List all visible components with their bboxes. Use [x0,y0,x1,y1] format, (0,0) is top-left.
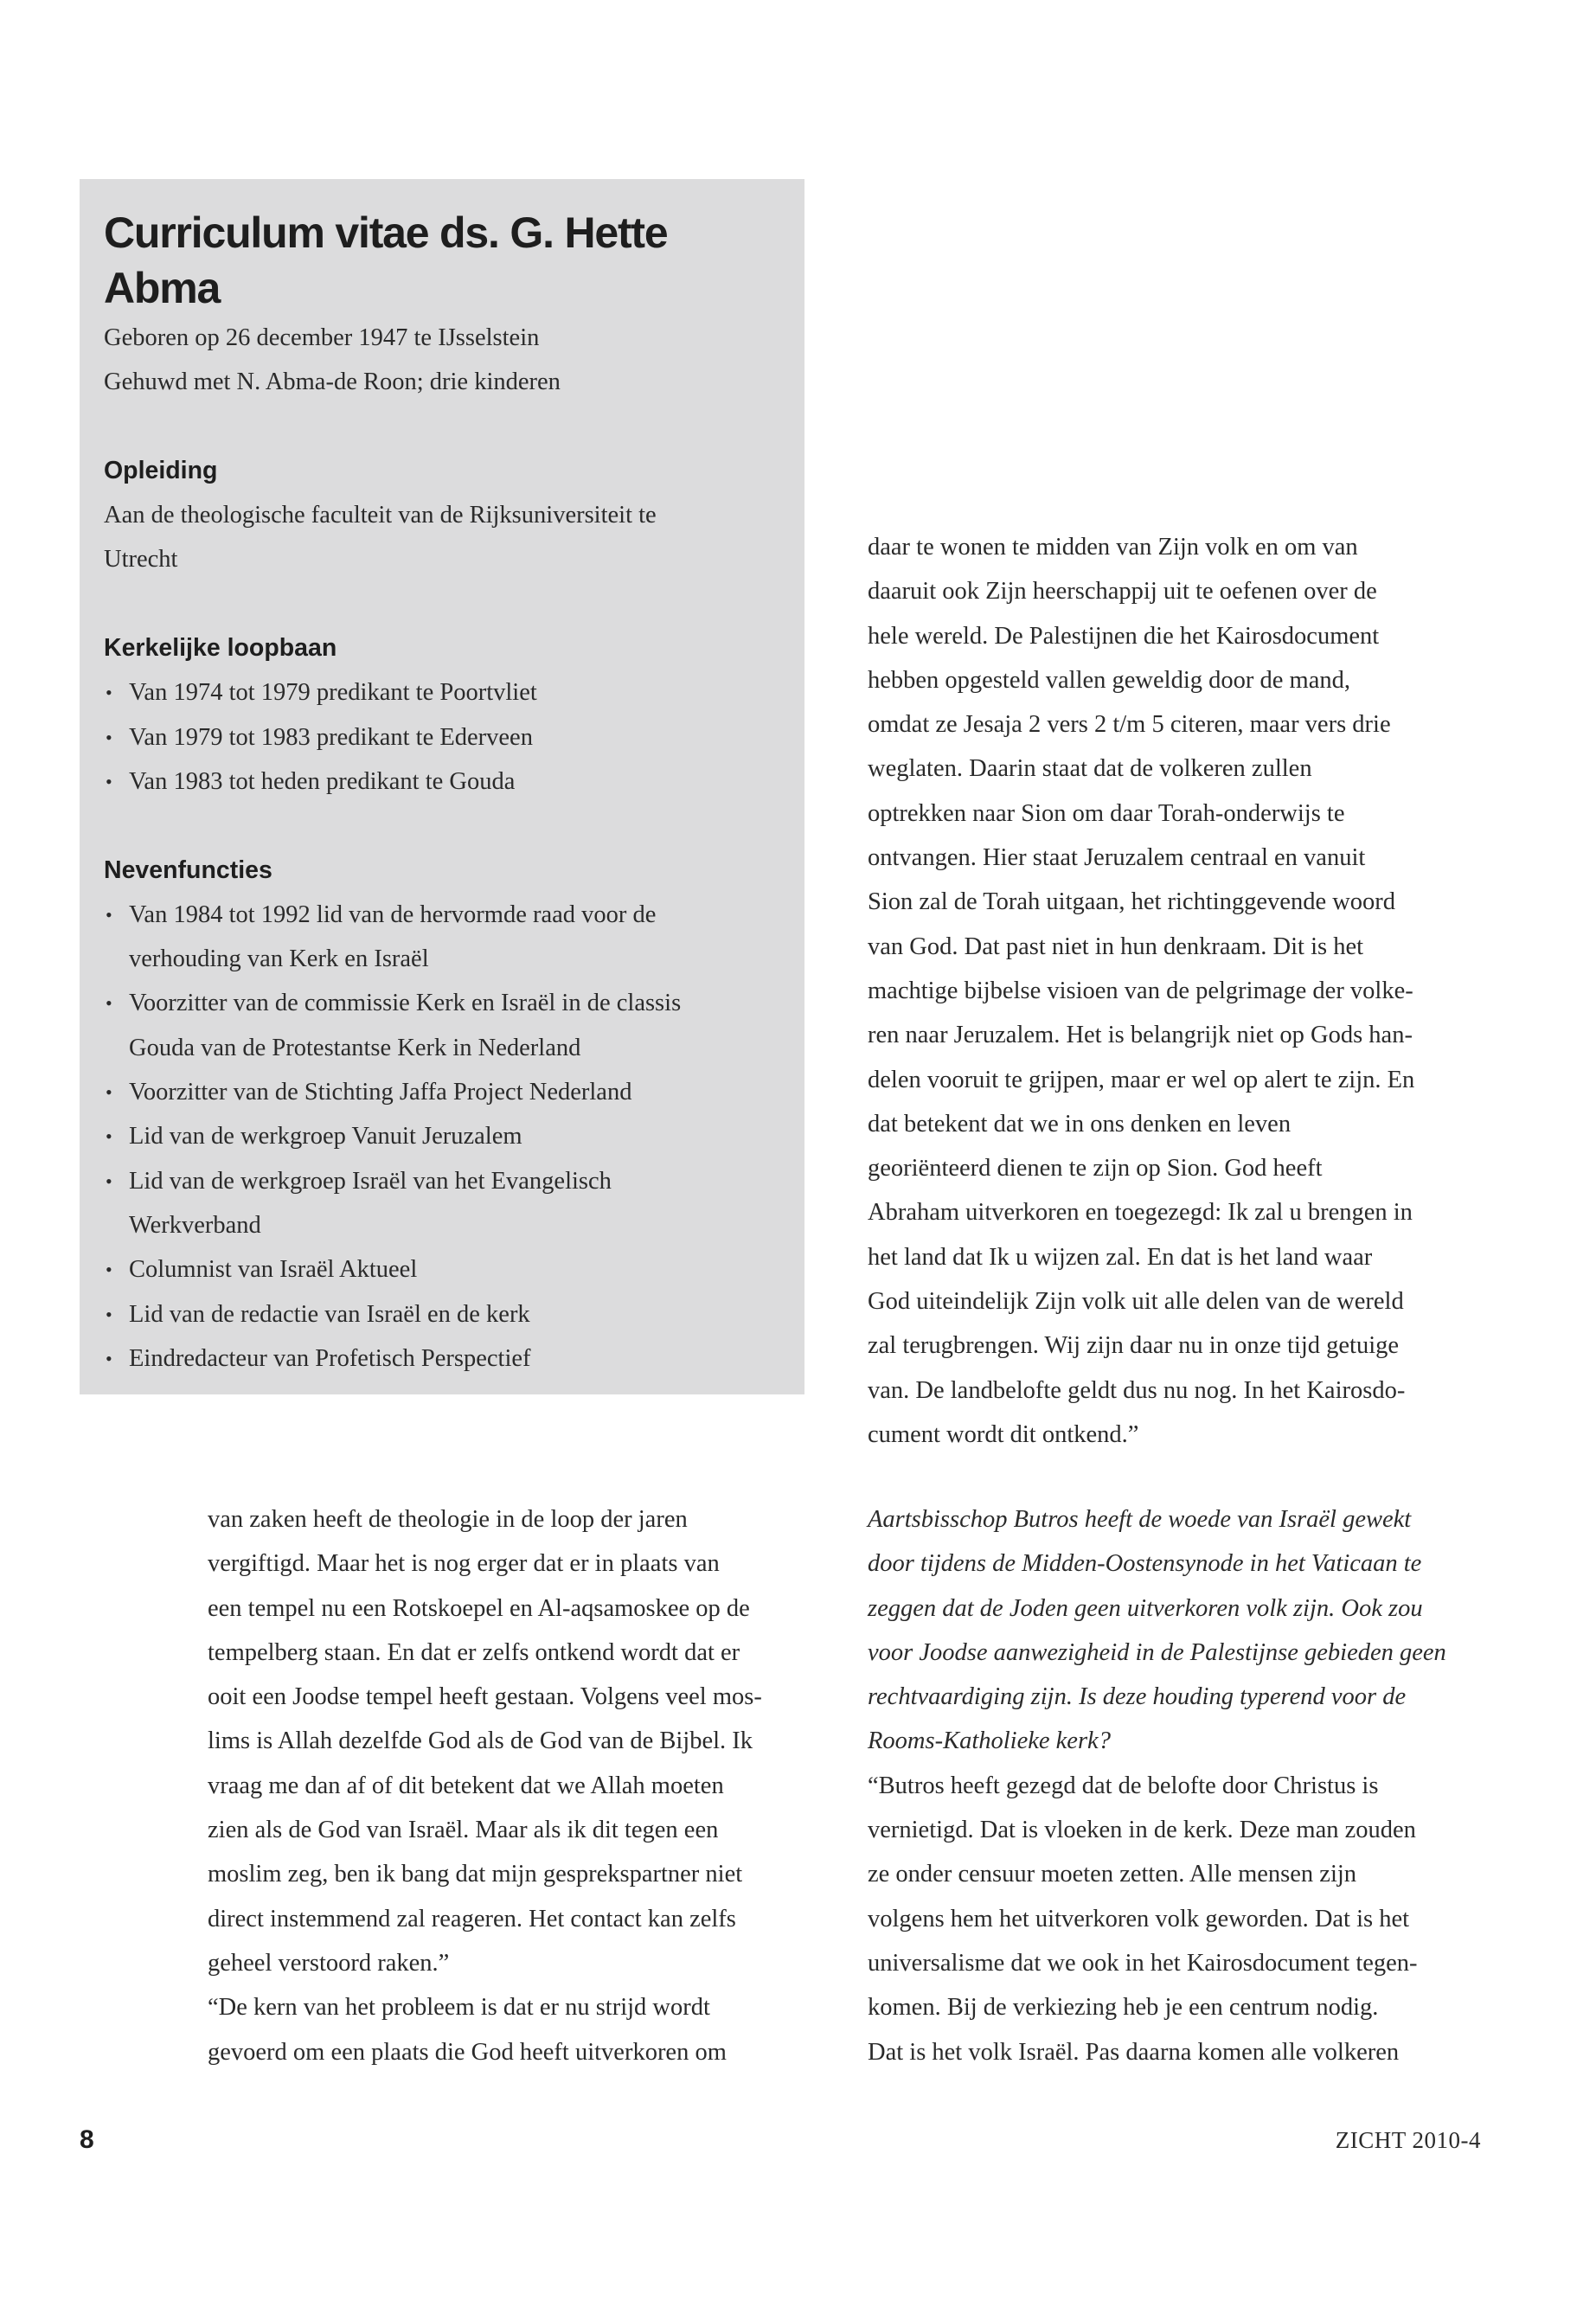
text-line: Dat is het volk Israël. Pas daarna komen alle volkeren [868,2038,1400,2066]
cv-married: Gehuwd met N. Abma-de Roon; drie kinderen [104,369,561,396]
list-item: • Voorzitter van de Stichting Jaffa Project Nederland [104,1070,780,1114]
text-line: daaruit ook Zijn heerschappij uit te oefenen over de [868,578,1377,606]
cv-title: Curriculum vitae ds. G. Hette Abma [104,208,668,312]
bullet-icon: • [106,770,112,792]
bullet-icon: • [106,682,112,704]
text-line: van God. Dat past niet in hun denkraam. Dit is het [868,933,1364,960]
cv-born: Geboren op 26 december 1947 te IJsselstein [104,324,540,351]
text-line: universalisme dat we ook in het Kairosdocument tegen- [868,1949,1418,1977]
list-item: • Lid van de redactie van Israël en de kerk [104,1292,780,1336]
text-line: hele wereld. De Palestijnen die het Kairosdocument [868,622,1380,650]
cv-education-line: Aan de theologische faculteit van de Rijksuniversiteit te [104,502,657,529]
cv-side-list [104,893,780,1381]
text-line: ren naar Jeruzalem. Het is belangrijk niet op Gods han- [868,1022,1413,1049]
text-line: van zaken heeft de theologie in de loop der jaren [208,1506,688,1533]
text-line: komen. Bij de verkiezing heb je een centrum nodig. [868,1994,1379,2022]
bullet-icon: • [106,726,112,748]
list-item: • Van 1984 tot 1992 lid van de hervormde raad voor de verhouding van Kerk en Israël [104,893,780,982]
list-item: • Van 1983 tot heden predikant te Gouda [104,760,780,804]
text-line: een tempel nu een Rotskoepel en Al-aqsamoskee op de [208,1594,750,1622]
cv-career-list [104,670,780,804]
bullet-icon: • [106,1347,112,1369]
cv-career-heading: Kerkelijke loopbaan [104,634,337,663]
text-line: het land dat Ik u wijzen zal. En dat is het land waar [868,1243,1373,1271]
text-line: gevoerd om een plaats die God heeft uitverkoren om [208,2038,727,2066]
text-line: omdat ze Jesaja 2 vers 2 t/m 5 citeren, maar vers drie [868,711,1391,739]
text-line: zal terugbrengen. Wij zijn daar nu in onze tijd getuige [868,1332,1400,1360]
bullet-icon: • [106,1303,112,1325]
text-line: vraag me dan af of dit betekent dat we Allah moeten [208,1772,724,1799]
text-line: moslim zeg, ben ik bang dat mijn gesprekspartner niet [208,1861,743,1888]
cv-education-line: Utrecht [104,546,178,574]
text-line: “Butros heeft gezegd dat de belofte door Christus is [868,1772,1379,1799]
question-line: rechtvaardiging zijn. Is deze houding typerend voor de [868,1683,1407,1711]
cv-side-heading: Nevenfuncties [104,856,272,884]
list-item: • Van 1974 tot 1979 predikant te Poortvliet [104,670,780,715]
text-line: ontvangen. Hier staat Jeruzalem centraal en vanuit [868,844,1366,872]
text-line: dat betekent dat we in ons denken en leven [868,1110,1292,1138]
text-line: tempelberg staan. En dat er zelfs ontkend wordt dat er [208,1638,740,1666]
publication-footer: ZICHT 2010-4 [1335,2127,1481,2153]
text-line: ooit een Joodse tempel heeft gestaan. Volgens veel mos- [208,1683,762,1711]
page-number: 8 [80,2125,94,2154]
text-line: Abraham uitverkoren en toegezegd: Ik zal u brengen in [868,1199,1413,1227]
bullet-icon: • [106,903,112,926]
bullet-icon: • [106,1081,112,1104]
article-column-right-bottom [868,1497,1446,2074]
text-line: optrekken naar Sion om daar Torah-onderwijs te [868,799,1345,827]
text-line: vernietigd. Dat is vloeken in de kerk. Deze man zouden [868,1817,1416,1844]
text-line: cument wordt dit ontkend.” [868,1420,1139,1448]
text-line: daar te wonen te midden van Zijn volk en om van [868,534,1358,561]
bullet-icon: • [106,1259,112,1281]
text-line: lims is Allah dezelfde God als de God van de Bijbel. Ik [208,1727,753,1755]
list-item: • Lid van de werkgroep Vanuit Jeruzalem [104,1114,780,1158]
text-line: ze onder censuur moeten zetten. Alle mensen zijn [868,1861,1357,1888]
text-line: van. De landbelofte geldt dus nu nog. In het Kairosdo- [868,1376,1406,1404]
cv-education-heading: Opleiding [104,456,218,484]
bullet-icon: • [106,992,112,1015]
text-line: delen vooruit te grijpen, maar er wel op alert te zijn. En [868,1066,1415,1093]
article-column-right-top [868,525,1414,1457]
bullet-icon: • [106,1170,112,1192]
list-item: • Voorzitter van de commissie Kerk en Israël in de classis Gouda van de Protestantse Kerk in Nederland [104,981,780,1070]
text-line: geheel verstoord raken.” [208,1949,450,1977]
question-line: zeggen dat de Joden geen uitverkoren volk zijn. Ook zou [868,1594,1423,1622]
text-line: direct instemmend zal reageren. Het contact kan zelfs [208,1905,736,1932]
list-item: • Eindredacteur van Profetisch Perspectief [104,1336,780,1381]
question-line: Rooms-Katholieke kerk? [868,1727,1111,1755]
article-column-left-bottom [208,1497,762,2074]
text-line: machtige bijbelse visioen van de pelgrimage der volke- [868,977,1413,1004]
text-line: zien als de God van Israël. Maar als ik dit tegen een [208,1817,719,1844]
bullet-icon: • [106,1125,112,1148]
question-line: door tijdens de Midden-Oostensynode in het Vaticaan te [868,1550,1422,1578]
text-line: God uiteindelijk Zijn volk uit alle delen van de wereld [868,1288,1404,1316]
text-line: volgens hem het uitverkoren volk geworden. Dat is het [868,1905,1410,1932]
text-line: hebben opgesteld vallen geweldig door de mand, [868,666,1350,694]
text-line: georiënteerd dienen te zijn op Sion. God heeft [868,1155,1323,1183]
cv-sidebar-box [80,179,804,1394]
text-line: weglaten. Daarin staat dat de volkeren zullen [868,755,1312,783]
list-item: • Van 1979 tot 1983 predikant te Ederveen [104,715,780,760]
text-line: vergiftigd. Maar het is nog erger dat er in plaats van [208,1550,720,1578]
question-line: Aartsbisschop Butros heeft de woede van Israël gewekt [868,1506,1412,1533]
text-line: “De kern van het probleem is dat er nu strijd wordt [208,1994,710,2022]
list-item: • Columnist van Israël Aktueel [104,1247,780,1292]
list-item: • Lid van de werkgroep Israël van het Evangelisch Werkverband [104,1159,780,1248]
text-line: Sion zal de Torah uitgaan, het richtinggevende woord [868,888,1396,916]
question-line: voor Joodse aanwezigheid in de Palestijnse gebieden geen [868,1638,1446,1666]
